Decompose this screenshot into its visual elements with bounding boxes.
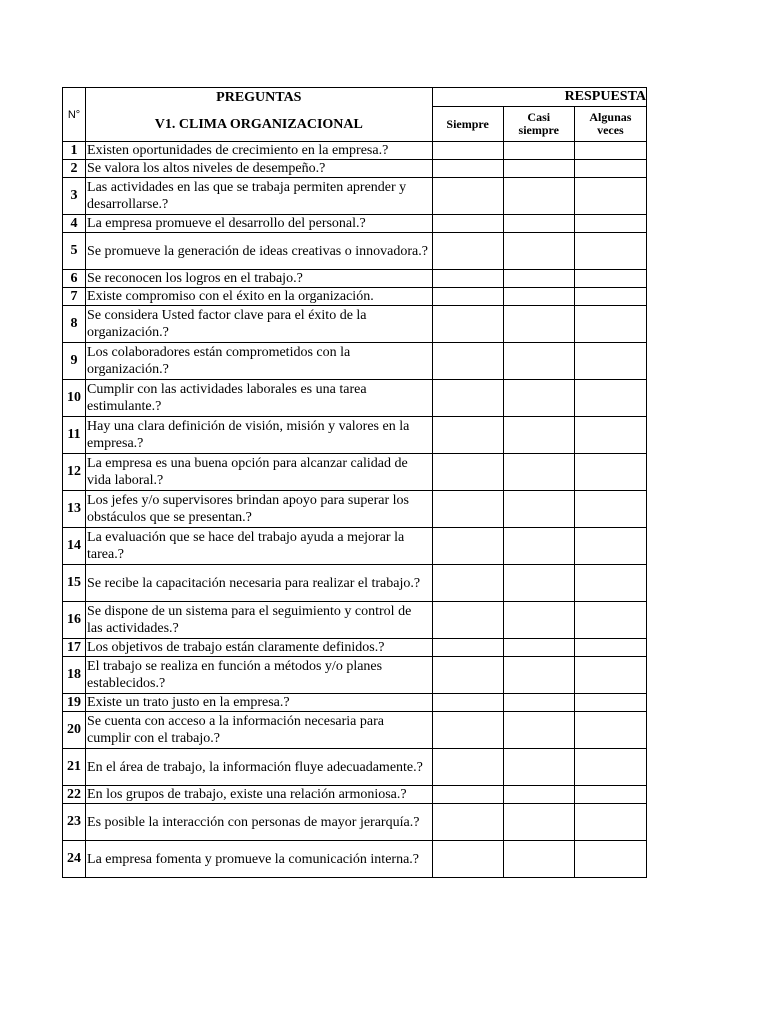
question-number: 4: [63, 215, 86, 233]
answer-cell-algunas-veces[interactable]: [574, 454, 646, 491]
answer-cell-siempre[interactable]: [432, 841, 503, 878]
answer-cell-algunas-veces[interactable]: [574, 306, 646, 343]
question-text: Se valora los altos niveles de desempeño.?: [86, 160, 433, 178]
question-number: 17: [63, 639, 86, 657]
answer-cell-casi-siempre[interactable]: [503, 602, 574, 639]
answer-cell-siempre[interactable]: [432, 749, 503, 786]
answer-cell-casi-siempre[interactable]: [503, 142, 574, 160]
answer-cell-siempre[interactable]: [432, 565, 503, 602]
question-number: 8: [63, 306, 86, 343]
answer-cell-algunas-veces[interactable]: [574, 380, 646, 417]
question-number: 9: [63, 343, 86, 380]
question-text: En los grupos de trabajo, existe una relación armoniosa.?: [86, 786, 433, 804]
answer-cell-casi-siempre[interactable]: [503, 786, 574, 804]
answer-cell-casi-siempre[interactable]: [503, 804, 574, 841]
answer-cell-algunas-veces[interactable]: [574, 694, 646, 712]
question-number: 3: [63, 178, 86, 215]
answer-cell-algunas-veces[interactable]: [574, 270, 646, 288]
option-header-casi-siempre: [503, 107, 574, 142]
question-number: 16: [63, 602, 86, 639]
answer-cell-algunas-veces[interactable]: [574, 178, 646, 215]
answer-cell-siempre[interactable]: [432, 528, 503, 565]
answer-cell-algunas-veces[interactable]: [574, 215, 646, 233]
answer-cell-siempre[interactable]: [432, 657, 503, 694]
answer-cell-algunas-veces[interactable]: [574, 602, 646, 639]
question-number: 11: [63, 417, 86, 454]
answer-cell-algunas-veces[interactable]: [574, 288, 646, 306]
option-label: Algunas veces: [589, 110, 632, 137]
answer-cell-algunas-veces[interactable]: [574, 491, 646, 528]
answer-cell-casi-siempre[interactable]: [503, 215, 574, 233]
preguntas-label: PREGUNTAS: [216, 90, 302, 105]
answer-cell-algunas-veces[interactable]: [574, 160, 646, 178]
answer-cell-casi-siempre[interactable]: [503, 657, 574, 694]
question-text: La evaluación que se hace del trabajo ayuda a mejorar la tarea.?: [86, 528, 433, 565]
answer-cell-casi-siempre[interactable]: [503, 712, 574, 749]
table-row: [63, 491, 647, 528]
answer-cell-siempre[interactable]: [432, 142, 503, 160]
table-row: [63, 288, 647, 306]
table-row: [63, 215, 647, 233]
answer-cell-algunas-veces[interactable]: [574, 639, 646, 657]
answer-cell-casi-siempre[interactable]: [503, 417, 574, 454]
answer-cell-siempre[interactable]: [432, 694, 503, 712]
table-row: [63, 639, 647, 657]
answer-cell-algunas-veces[interactable]: [574, 657, 646, 694]
answer-cell-casi-siempre[interactable]: [503, 565, 574, 602]
question-number: 24: [63, 841, 86, 878]
answer-cell-casi-siempre[interactable]: [503, 270, 574, 288]
table-row: [63, 454, 647, 491]
table-row: [63, 270, 647, 288]
option-label: Casi siempre: [518, 110, 559, 137]
question-number: 7: [63, 288, 86, 306]
survey-table: [62, 87, 647, 878]
answer-cell-casi-siempre[interactable]: [503, 160, 574, 178]
question-text: Es posible la interacción con personas de mayor jerarquía.?: [86, 804, 433, 841]
table-row: [63, 160, 647, 178]
table-row: [63, 233, 647, 270]
question-text: Los objetivos de trabajo están claramente definidos.?: [86, 639, 433, 657]
question-number: 19: [63, 694, 86, 712]
table-row: [63, 343, 647, 380]
answer-cell-siempre[interactable]: [432, 454, 503, 491]
question-text: Las actividades en las que se trabaja permiten aprender y desarrollarse.?: [86, 178, 433, 215]
answer-cell-algunas-veces[interactable]: [574, 749, 646, 786]
answer-cell-casi-siempre[interactable]: [503, 749, 574, 786]
table-row: [63, 786, 647, 804]
question-number: 2: [63, 160, 86, 178]
question-text: Se cuenta con acceso a la información necesaria para cumplir con el trabajo.?: [86, 712, 433, 749]
answer-cell-siempre[interactable]: [432, 602, 503, 639]
answer-cell-casi-siempre[interactable]: [503, 380, 574, 417]
table-row: [63, 178, 647, 215]
answer-cell-siempre[interactable]: [432, 417, 503, 454]
question-text: Cumplir con las actividades laborales es una tarea estimulante.?: [86, 380, 433, 417]
table-row: [63, 694, 647, 712]
answer-cell-siempre[interactable]: [432, 288, 503, 306]
question-number: 1: [63, 142, 86, 160]
table-row: [63, 841, 647, 878]
table-row: [63, 565, 647, 602]
answer-cell-algunas-veces[interactable]: [574, 804, 646, 841]
answer-cell-casi-siempre[interactable]: [503, 306, 574, 343]
answer-cell-siempre[interactable]: [432, 270, 503, 288]
answer-cell-algunas-veces[interactable]: [574, 712, 646, 749]
question-number: 12: [63, 454, 86, 491]
question-text: La empresa fomenta y promueve la comunicación interna.?: [86, 841, 433, 878]
table-row: [63, 306, 647, 343]
answer-cell-siempre[interactable]: [432, 343, 503, 380]
answer-cell-siempre[interactable]: [432, 491, 503, 528]
question-number: 15: [63, 565, 86, 602]
answer-cell-casi-siempre[interactable]: [503, 288, 574, 306]
question-number: 21: [63, 749, 86, 786]
answer-cell-algunas-veces[interactable]: [574, 142, 646, 160]
table-row: [63, 657, 647, 694]
question-number: 22: [63, 786, 86, 804]
question-number: 20: [63, 712, 86, 749]
table-row: [63, 417, 647, 454]
question-number: 14: [63, 528, 86, 565]
answer-cell-casi-siempre[interactable]: [503, 528, 574, 565]
answer-cell-algunas-veces[interactable]: [574, 233, 646, 270]
table-row: [63, 380, 647, 417]
number-column-header: N°: [63, 88, 86, 142]
answer-cell-algunas-veces[interactable]: [574, 565, 646, 602]
question-text: Existen oportunidades de crecimiento en la empresa.?: [86, 142, 433, 160]
option-header-algunas-veces: [574, 107, 646, 142]
question-number: 5: [63, 233, 86, 270]
answer-cell-algunas-veces[interactable]: [574, 343, 646, 380]
question-number: 18: [63, 657, 86, 694]
question-text: Los colaboradores están comprometidos con la organización.?: [86, 343, 433, 380]
question-number: 10: [63, 380, 86, 417]
table-row: [63, 142, 647, 160]
answer-cell-casi-siempre[interactable]: [503, 639, 574, 657]
question-text: Existe compromiso con el éxito en la organización.: [86, 288, 433, 306]
question-rows: [63, 142, 647, 878]
answer-cell-casi-siempre[interactable]: [503, 454, 574, 491]
answer-cell-siempre[interactable]: [432, 306, 503, 343]
answer-cell-siempre[interactable]: [432, 380, 503, 417]
answer-cell-algunas-veces[interactable]: [574, 417, 646, 454]
question-text: En el área de trabajo, la información fluye adecuadamente.?: [86, 749, 433, 786]
question-number: 6: [63, 270, 86, 288]
answer-cell-algunas-veces[interactable]: [574, 841, 646, 878]
question-text: Existe un trato justo en la empresa.?: [86, 694, 433, 712]
table-row: [63, 528, 647, 565]
answer-cell-siempre[interactable]: [432, 712, 503, 749]
question-text: Hay una clara definición de visión, misión y valores en la empresa.?: [86, 417, 433, 454]
answer-cell-algunas-veces[interactable]: [574, 786, 646, 804]
question-text: La empresa es una buena opción para alcanzar calidad de vida laboral.?: [86, 454, 433, 491]
question-text: La empresa promueve el desarrollo del personal.?: [86, 215, 433, 233]
answer-cell-siempre[interactable]: [432, 804, 503, 841]
option-header-siempre: Siempre: [432, 107, 503, 142]
answer-cell-siempre[interactable]: [432, 639, 503, 657]
question-number: 13: [63, 491, 86, 528]
answer-cell-siempre[interactable]: [432, 233, 503, 270]
section-title: V1. CLIMA ORGANIZACIONAL: [154, 117, 363, 132]
answer-cell-casi-siempre[interactable]: [503, 491, 574, 528]
answer-cell-siempre[interactable]: [432, 215, 503, 233]
question-text: Se dispone de un sistema para el seguimiento y control de las actividades.?: [86, 602, 433, 639]
table-row: [63, 749, 647, 786]
question-number: 23: [63, 804, 86, 841]
answer-cell-casi-siempre[interactable]: [503, 178, 574, 215]
question-text: El trabajo se realiza en función a métodos y/o planes establecidos.?: [86, 657, 433, 694]
table-row: [63, 602, 647, 639]
question-text: Se promueve la generación de ideas creativas o innovadora.?: [86, 233, 433, 270]
answer-cell-casi-siempre[interactable]: [503, 694, 574, 712]
answer-cell-casi-siempre[interactable]: [503, 233, 574, 270]
table-row: [63, 712, 647, 749]
table-row: [63, 804, 647, 841]
question-text: Se considera Usted factor clave para el éxito de la organización.?: [86, 306, 433, 343]
answer-cell-siempre[interactable]: [432, 160, 503, 178]
question-text: Se recibe la capacitación necesaria para realizar el trabajo.?: [86, 565, 433, 602]
question-text: Se reconocen los logros en el trabajo.?: [86, 270, 433, 288]
answer-cell-casi-siempre[interactable]: [503, 841, 574, 878]
answer-cell-siempre[interactable]: [432, 178, 503, 215]
respuesta-header: RESPUESTA: [432, 88, 646, 107]
answer-cell-casi-siempre[interactable]: [503, 343, 574, 380]
questions-column-header: [86, 88, 433, 142]
answer-cell-algunas-veces[interactable]: [574, 528, 646, 565]
answer-cell-siempre[interactable]: [432, 786, 503, 804]
question-text: Los jefes y/o supervisores brindan apoyo para superar los obstáculos que se presentan.?: [86, 491, 433, 528]
